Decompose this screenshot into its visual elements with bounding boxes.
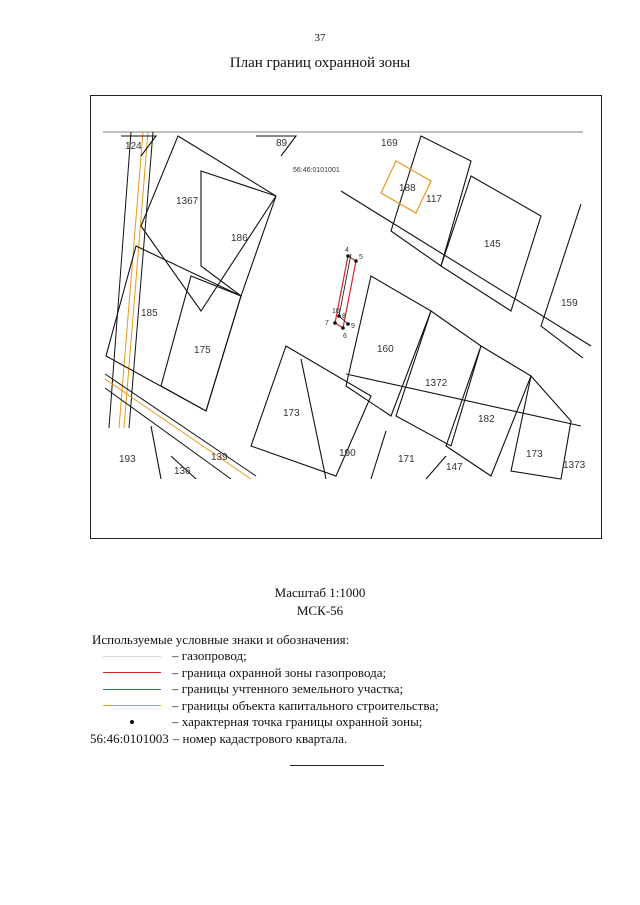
parcel-182 <box>446 346 531 476</box>
zone-point-label: 10 <box>332 308 340 315</box>
parcel-label: 89 <box>276 138 288 149</box>
legend-item-point <box>92 714 612 731</box>
zone-point <box>354 259 358 263</box>
zone-point-label: 4 <box>345 247 349 254</box>
parcel-147-edge <box>426 456 446 479</box>
scale-text: Масштаб 1:1000 <box>274 585 366 600</box>
parcel-label: 190 <box>339 448 356 459</box>
scale-block <box>0 584 640 620</box>
parcel-185 <box>106 246 241 411</box>
parcel-label: 159 <box>561 298 578 309</box>
cadastral-map <box>90 95 602 539</box>
legend-item-land-parcel <box>92 681 612 698</box>
parcel-171-edge <box>371 431 386 479</box>
parcel-190-edge <box>301 359 326 479</box>
zone-point <box>346 322 350 326</box>
land-parcel-symbol <box>103 689 161 690</box>
legend-title: Используемые условные знаки и обозначения: <box>92 632 350 647</box>
parcel-173b <box>511 376 571 479</box>
parcel-label: 160 <box>377 344 394 355</box>
map-drawing <box>91 96 601 538</box>
zone-point-label: 7 <box>325 320 329 327</box>
zone-point <box>346 254 350 258</box>
quarter-code: 56:46:0101003 <box>90 730 169 746</box>
parcel-label: 145 <box>484 239 501 250</box>
legend-item-building <box>92 698 612 715</box>
street-edge <box>341 191 591 346</box>
legend-item-text: – газопровод; <box>172 648 247 663</box>
parcel-label: 188 <box>399 183 416 194</box>
building-symbol <box>103 705 161 706</box>
zone-point <box>341 326 345 330</box>
parcel-label: 182 <box>478 414 495 425</box>
signature-line <box>290 765 384 766</box>
parcel-label: 175 <box>194 345 211 356</box>
parcel-label: 169 <box>381 138 398 149</box>
parcel-label: 171 <box>398 454 415 465</box>
legend-item-text: – граница охранной зоны газопровода; <box>172 664 387 680</box>
parcel-159 <box>541 204 583 358</box>
parcel-label: 173 <box>283 408 300 419</box>
parcel-label: 124 <box>125 141 142 152</box>
zone-point-label: 8 <box>342 313 346 320</box>
parcel-label: 173 <box>526 449 543 460</box>
parcel-175 <box>161 276 241 411</box>
legend-item-text: – границы учтенного земельного участка; <box>172 681 404 696</box>
parcel-label: 193 <box>119 454 136 465</box>
parcel-193-edge <box>151 426 161 479</box>
legend-item-text: – границы объекта капитального строительства; <box>172 697 439 713</box>
page-title: План границ охранной зоны <box>229 55 411 71</box>
legend-item-text: – номер кадастрового квартала. <box>172 730 348 746</box>
zone-point-label: 9 <box>351 323 355 330</box>
parcel-label: 1367 <box>176 196 199 207</box>
legend-item-quarter <box>90 731 612 748</box>
legend-item-zone-boundary <box>92 665 612 682</box>
road-line <box>119 132 143 428</box>
parcel-label: 136 <box>174 466 191 477</box>
zone-point-label: 5 <box>359 254 363 261</box>
legend <box>92 631 612 747</box>
parcel-label: 117 <box>426 194 442 205</box>
point-symbol <box>130 720 134 724</box>
quarter-label: 56:46:0101001 <box>293 167 340 174</box>
parcel-label: 139 <box>211 452 228 463</box>
road-line <box>129 132 153 428</box>
street-edge <box>346 374 581 426</box>
page-number: 37 <box>314 32 326 44</box>
gas-pipeline-symbol <box>103 656 161 657</box>
parcel-label: 185 <box>141 308 158 319</box>
zone-point-label: 6 <box>343 333 347 340</box>
parcel-label: 1373 <box>563 460 586 471</box>
parcel-label: 1372 <box>425 378 448 389</box>
parcel-label: 186 <box>231 233 248 244</box>
road-line <box>105 388 231 479</box>
zone-boundary-symbol <box>103 672 161 673</box>
zone-point <box>333 321 337 325</box>
coordinate-system: МСК-56 <box>296 603 344 618</box>
legend-item-gas-pipeline <box>92 648 612 665</box>
legend-item-text: – характерная точка границы охранной зоны; <box>172 714 423 729</box>
parcel-1367 <box>141 136 276 311</box>
parcel-label: 147 <box>446 462 463 473</box>
